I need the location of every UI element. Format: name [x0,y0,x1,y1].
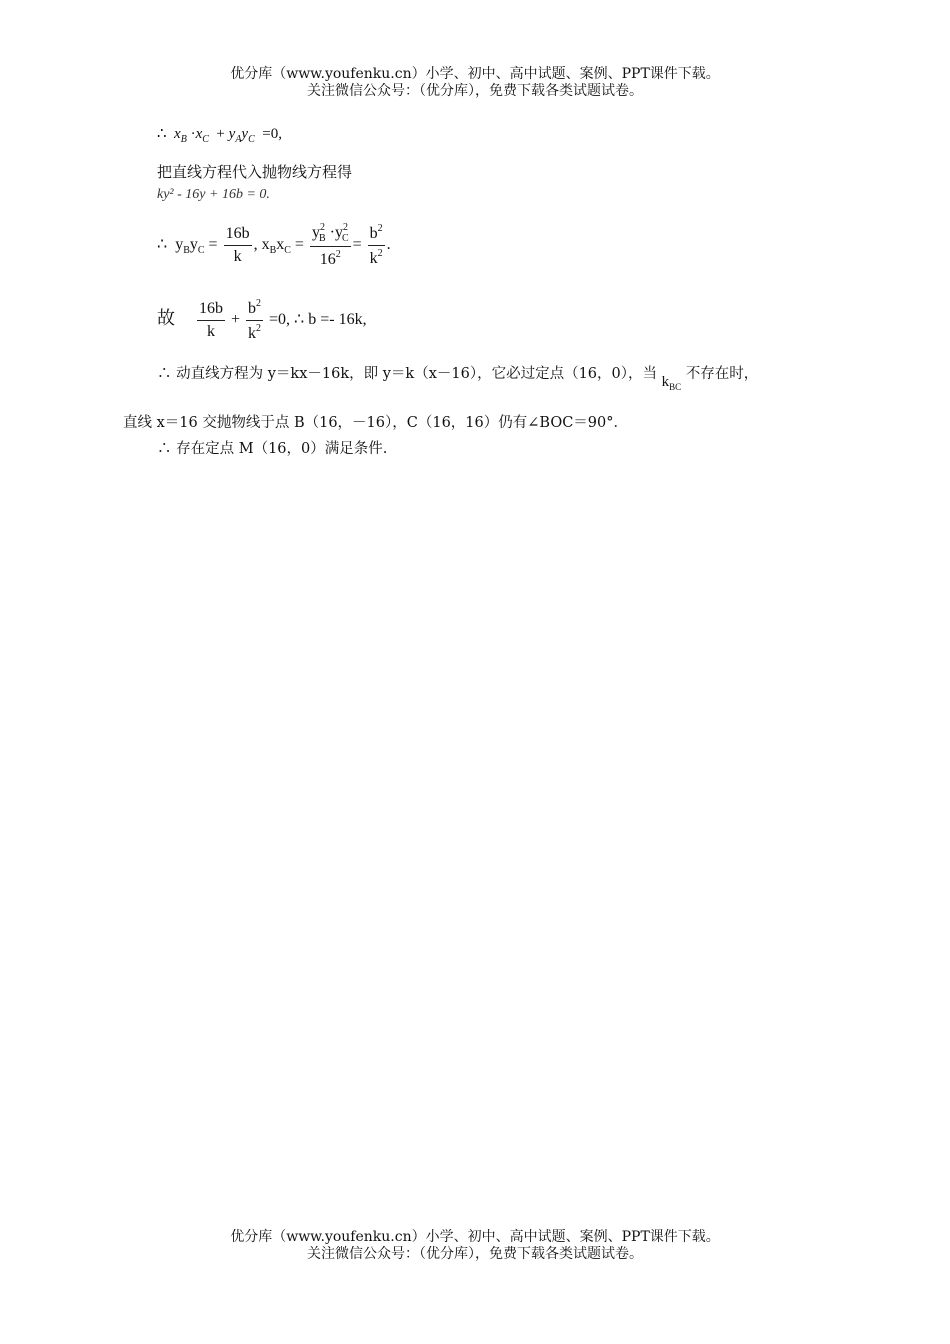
k-bc-symbol: $k_{BC}$ [661,374,682,392]
conclusion-equation: 故 $\frac{16b}{k}$ + $\frac{b^2}{k^2}$ =0, ∴ b =- 16k, [157,298,367,342]
quadratic-equation: ky² - 16y + 16b = 0. [157,187,270,202]
header-line-1: 优分库（www.youfenku.cn）小学、初中、高中试题、案例、PPT课件下载。 [230,66,720,82]
page-footer [0,1229,950,1263]
equation-rhs: =0, [262,126,282,142]
gu-character: 故 [157,308,175,330]
conclusion-tail: =0, ∴ b =- 16k, [269,311,367,329]
fraction-yb2yc2-over-16sq: $\frac{y^2_B \cdot y^2_C}{16^2}$ [311,222,349,268]
equation-dot-product: ∴ $x_B \cdot x_C + y_Ay_C =0$, [157,126,282,145]
footer-line-2: 关注微信公众号：（优分库），免费下载各类试题试卷。 [307,1246,643,1262]
substitution-text: 把直线方程代入抛物线方程得 [157,163,353,181]
page-header [0,66,950,100]
line-x-equals-16: 直线 x＝16 交抛物线于点 B（16，－16），C（16，16）仍有∠BOC＝90°． [123,415,629,431]
line-conclusion: ∴ 存在定点 M（16，0）满足条件. [157,441,388,457]
line-fixed-point: ∴ 动直线方程为 y＝kx－16k，即 y＝k（x－16），它必过定点（16，0），当 $k_{BC}$ 不存在时， [157,366,759,392]
therefore-symbol: ∴ [157,126,167,142]
footer-line-1: 优分库（www.youfenku.cn）小学、初中、高中试题、案例、PPT课件下载。 [230,1229,720,1245]
header-line-2: 关注微信公众号：（优分库），免费下载各类试题试卷。 [307,83,643,99]
vieta-equation: ∴ $y_By_C$ = $\frac{16b}{k}$ , $x_Bx_C$ = $\frac{y^2_B \cdot y^2_C}{16^2}$ = $\frac{b^2}{k^2}$ . [157,222,391,268]
fraction-16b-over-k: $\frac{16b}{k}$ [225,225,250,265]
fraction-b2-over-k2: $\frac{b^2}{k^2}$ [369,223,383,267]
